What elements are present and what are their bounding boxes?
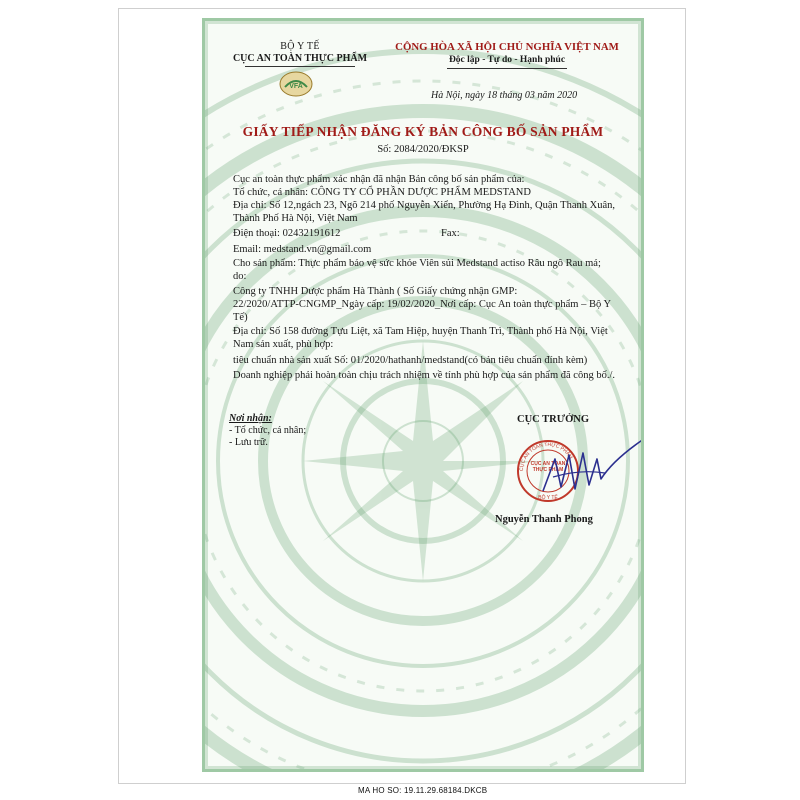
body-line: Tổ chức, cá nhân: CÔNG TY CỔ PHẦN DƯỢC PHẨM MEDSTAND [233,187,531,198]
handwritten-signature [535,429,644,509]
body-line: Công ty TNHH Dược phẩm Hà Thành ( Số Giấy chứng nhận GMP: [233,286,518,297]
document-number: Số: 2084/2020/ĐKSP [377,144,469,155]
body-line: Doanh nghiệp phải hoàn toàn chịu trách nhiệm về tính phù hợp của sản phẩm đã công bố./. [233,370,615,381]
body-line: Cục an toàn thực phẩm xác nhận đã nhận Bản công bố sản phẩm của: [233,174,525,185]
body-line: tiêu chuẩn nhà sản xuất Số: 01/2020/hathanh/medstand(có bản tiêu chuẩn đính kèm) [233,355,588,366]
body-line: Địa chỉ: Số 12,ngách 23, Ngõ 214 phố Nguyễn Xiển, Phường Hạ Đình, Quận Thanh Xuân, [233,200,615,211]
recipients-block [229,413,306,449]
signer-position: CỤC TRƯỞNG [517,414,590,425]
seal-bottom-text: BỘ Y TẾ [538,495,558,501]
national-motto: Độc lập - Tự do - Hạnh phúc [448,55,566,65]
signer-name: Nguyễn Thanh Phong [495,514,593,525]
issue-date: Hà Nội, ngày 18 tháng 03 năm 2020 [431,90,578,101]
ministry-name: BỘ Y TẾ [280,41,320,52]
vfa-logo [279,71,313,97]
body-line: Cho sản phẩm: Thực phẩm bảo vệ sức khỏe Viên sủi Medstand actiso Râu ngô Rau má; [233,258,601,269]
republic-block [373,41,641,69]
body-line: Điện thoại: 02432191612 [233,228,341,239]
fax-label: Fax: [441,228,460,239]
seal-center-text: CỤC AN TOÀN THỰC PHẨM [530,461,566,473]
body-line: Địa chỉ: Số 158 đường Tựu Liệt, xã Tam Hiệp, huyện Thanh Trì, Thành phố Hà Nội, Việt [233,326,608,337]
document-id: MA HO SO: 19.11.29.68184.DKCB [358,786,488,795]
body-line: Nam sản xuất, phù hợp: [233,339,334,350]
recipients-label: Nơi nhận: [229,413,272,424]
seal-top-text: CỤC AN TOÀN THỰC PHẨM [518,441,574,472]
recipient-item: - Lưu trữ. [229,437,268,448]
motto-underline [447,68,567,69]
agency-underline [245,66,355,67]
recipient-item: - Tổ chức, cá nhân; [229,425,307,436]
agency-name: CỤC AN TOÀN THỰC PHẨM [232,53,368,64]
body-line: Email: medstand.vn@gmail.com [233,244,372,255]
body-line: 22/2020/ATTP-CNGMP_Ngày cấp: 19/02/2020_Nơi cấp: Cục An toàn thực phẩm – Bộ Y [233,299,612,310]
logo-text: VFA [289,83,303,90]
body-line: do: [233,271,247,282]
republic-name: CỘNG HÒA XÃ HỘI CHỦ NGHĨA VIỆT NAM [395,41,619,53]
certificate-document [202,18,644,772]
document-title: GIẤY TIẾP NHẬN ĐĂNG KÝ BẢN CÔNG BỐ SẢN PHẨM [242,124,604,139]
body-line: Thành Phố Hà Nội, Việt Nam [233,213,358,224]
body-line: Tế) [233,312,248,323]
issuer-block [205,41,395,67]
